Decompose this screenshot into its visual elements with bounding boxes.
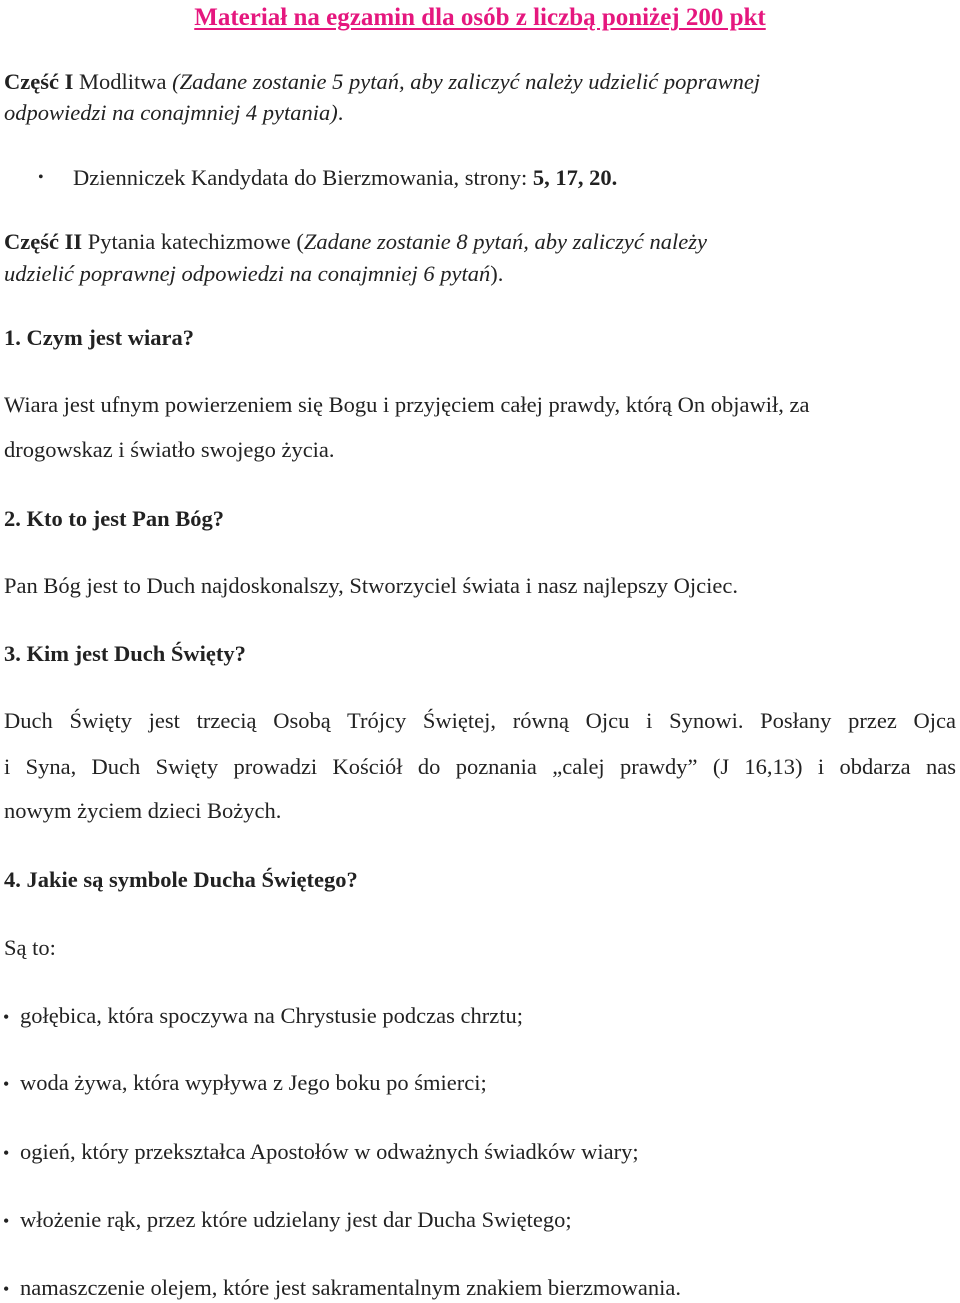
part2-end: ). xyxy=(490,261,504,286)
part2-note-line1: Zadane zostanie 8 pytań, aby zaliczyć należy xyxy=(303,229,707,254)
answer-1-line2: drogowskaz i światło swojego życia. xyxy=(4,437,335,462)
part1-note-line1: (Zadane zostanie 5 pytań, aby zaliczyć należy udzielić poprawnej xyxy=(172,69,761,94)
question-1: 1. Czym jest wiara? xyxy=(4,325,194,350)
bullet-icon: • xyxy=(3,1143,10,1163)
part2-name: Pytania katechizmowe ( xyxy=(82,229,304,254)
bullet-icon: • xyxy=(3,1279,10,1299)
answer-1-line1: Wiara jest ufnym powierzeniem się Bogu i przyjęciem całej prawdy, którą On objawił, za xyxy=(4,392,810,417)
question-3: 3. Kim jest Duch Święty? xyxy=(4,641,246,666)
part2-header-line1 xyxy=(4,228,707,256)
bullet-icon: • xyxy=(3,1074,10,1094)
symbol-text: woda żywa, która wypływa z Jego boku po śmierci; xyxy=(20,1070,487,1095)
answer-3-line1: Duch Święty jest trzecią Osobą Trójcy Świętej, równą Ojcu i Synowi. Posłany przez Ojca xyxy=(4,708,956,733)
symbols-intro: Są to: xyxy=(4,935,56,960)
symbol-text: namaszczenie olejem, które jest sakramentalnym znakiem bierzmowania. xyxy=(20,1275,681,1300)
part1-bullet-text: Dzienniczek Kandydata do Bierzmowania, strony: xyxy=(73,165,533,190)
symbol-text: gołębica, która spoczywa na Chrystusie podczas chrztu; xyxy=(20,1003,523,1028)
symbol-item xyxy=(3,1206,572,1235)
answer-3-line2: i Syna, Duch Swięty prowadzi Kościół do poznania „calej prawdy” (J 16,13) i obdarza nas xyxy=(4,754,956,779)
answer-3-line3: nowym życiem dzieci Bożych. xyxy=(4,798,282,823)
part2-note-line2: udzielić poprawnej odpowiedzi na conajmniej 6 pytań xyxy=(4,261,491,286)
part1-header-line1 xyxy=(4,68,760,96)
symbol-item xyxy=(3,1138,639,1167)
part1-note-line2: odpowiedzi na conajmniej 4 pytania) xyxy=(4,100,338,125)
symbol-item xyxy=(3,1274,681,1303)
question-2: 2. Kto to jest Pan Bóg? xyxy=(4,506,224,531)
answer-2-line1: Pan Bóg jest to Duch najdoskonalszy, Stworzyciel świata i nasz najlepszy Ojciec. xyxy=(4,573,738,598)
symbol-item xyxy=(3,1002,523,1031)
symbol-item xyxy=(3,1069,487,1098)
part2-header-line2 xyxy=(4,260,503,288)
part1-name: Modlitwa xyxy=(73,69,173,94)
bullet-icon: • xyxy=(38,169,44,186)
part1-header-line2 xyxy=(4,99,343,127)
part2-label: Część II xyxy=(4,229,83,254)
part1-bullet-pages: 5, 17, 20. xyxy=(532,165,618,190)
document-title: Materiał na egzamin dla osób z liczbą poniżej 200 pkt xyxy=(194,4,766,31)
part1-label: Część I xyxy=(4,69,74,94)
part1-end: . xyxy=(337,100,344,125)
part1-bullet xyxy=(73,164,617,192)
symbol-text: ogień, który przekształca Apostołów w odważnych świadków wiary; xyxy=(20,1139,639,1164)
bullet-icon: • xyxy=(3,1211,10,1231)
bullet-icon: • xyxy=(3,1007,10,1027)
question-4: 4. Jakie są symbole Ducha Świętego? xyxy=(4,867,358,892)
symbol-text: włożenie rąk, przez które udzielany jest dar Ducha Swiętego; xyxy=(20,1207,572,1232)
